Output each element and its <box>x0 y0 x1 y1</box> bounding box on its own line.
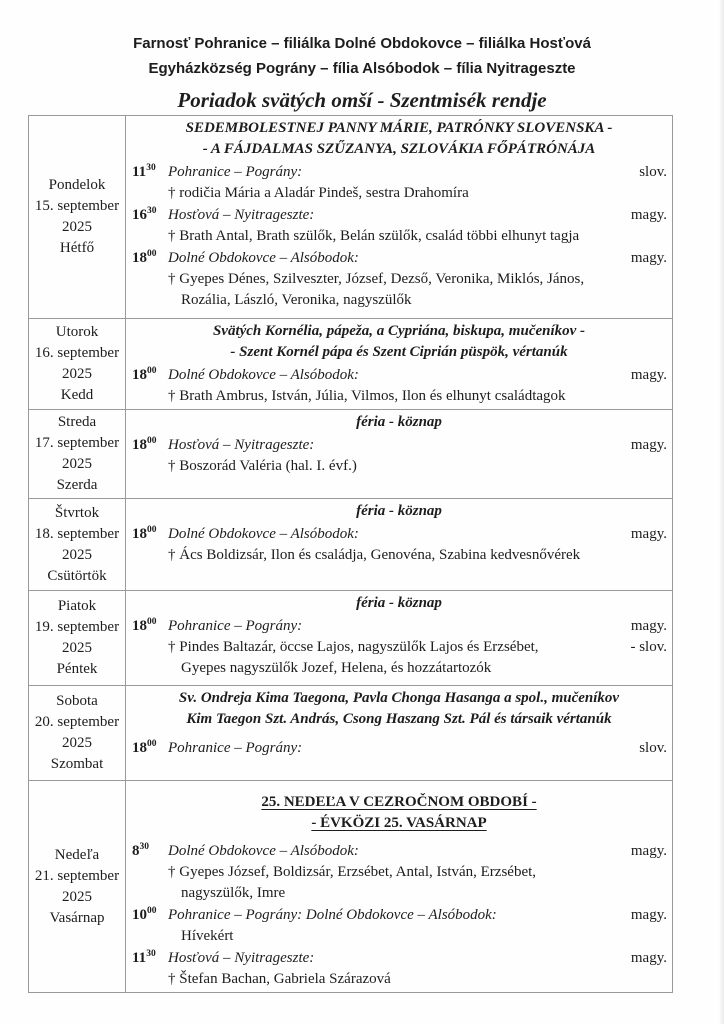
mass-location: Dolné Obdokovce – Alsóbodok: <box>168 526 359 542</box>
mass-language <box>614 435 672 456</box>
feast-title-line: - A FÁJDALMAS SZŰZANYA, SZLOVÁKIA FŐPÁTRÓNÁJA <box>202 141 596 157</box>
mass-entry <box>126 841 672 904</box>
feast-title-line: - Szent Kornél pápa és Szent Ciprián püspök, vértanúk <box>230 344 568 360</box>
mass-language-line: slov. <box>639 740 667 756</box>
mass-time <box>126 248 168 269</box>
date-cell <box>29 781 126 992</box>
date-line: 17. september <box>34 435 120 451</box>
date-line: 18. september <box>34 525 120 542</box>
parish-header <box>0 0 724 81</box>
mass-intention-line: Rozália, László, Veronika, nagyszülők <box>181 292 412 308</box>
mass-language-line: magy. <box>630 907 667 923</box>
mass-details <box>168 905 614 947</box>
feast-title <box>126 501 672 522</box>
date-line: Csütörtök <box>47 567 107 584</box>
date-line: 2025 <box>62 219 92 235</box>
schedule-row <box>29 410 672 499</box>
mass-language-line: magy. <box>630 250 667 266</box>
mass-intention-line: † Gyepes Dénes, Szilveszter, József, Dezső, Veronika, Miklós, János, <box>168 271 585 287</box>
mass-language-line: magy. <box>630 207 667 223</box>
mass-location: Hosťová – Nyitrageszte: <box>168 207 315 223</box>
mass-location: Pohranice – Pográny: <box>168 164 303 180</box>
mass-entry <box>126 738 672 759</box>
mass-language <box>614 524 672 545</box>
date-line: Sobota <box>56 693 98 709</box>
page-title: Poriadok svätých omší - Szentmisék rendje <box>177 88 547 112</box>
date-line: Nedeľa <box>54 846 100 863</box>
mass-language-line: magy. <box>630 618 667 634</box>
mass-details <box>168 524 614 566</box>
day-content-cell <box>126 591 672 685</box>
mass-time <box>126 205 168 226</box>
date-line: 2025 <box>62 366 92 382</box>
mass-language <box>614 162 672 183</box>
date-line: Hétfő <box>59 240 95 256</box>
feast-title-line: Kim Taegon Szt. András, Csong Haszang Szt. Pál és társaik vértanúk <box>186 711 612 727</box>
mass-time-hour: 11 <box>132 164 147 180</box>
mass-intention-line: Hívekért <box>181 928 234 944</box>
mass-details <box>168 435 614 477</box>
date-cell <box>29 410 126 498</box>
mass-entry <box>126 616 672 679</box>
mass-location: Dolné Obdokovce – Alsóbodok: <box>168 250 359 266</box>
date-line: 20. september <box>34 714 120 730</box>
date-line: Štvrtok <box>54 504 100 521</box>
mass-entry <box>126 435 672 477</box>
mass-entry <box>126 524 672 566</box>
mass-time <box>126 738 168 759</box>
date-line: Pondelok <box>48 177 106 193</box>
mass-language-line: magy. <box>630 526 667 542</box>
day-content-cell <box>126 319 672 409</box>
mass-intention-line: † Štefan Bachan, Gabriela Szárazová <box>168 971 391 987</box>
date-line: 21. september <box>34 867 120 884</box>
schedule-row <box>29 319 672 410</box>
mass-language <box>614 248 672 269</box>
mass-time <box>126 365 168 386</box>
feast-title-line: féria - köznap <box>356 503 442 519</box>
mass-time-hour: 18 <box>132 367 147 383</box>
mass-language-line: - slov. <box>630 639 667 655</box>
mass-intention-line: † Ács Boldizsár, Ilon és családja, Genovéna, Szabina kedvesnővérek <box>168 547 581 563</box>
mass-language-line: slov. <box>639 164 667 180</box>
mass-schedule-table <box>28 115 673 993</box>
mass-time <box>126 841 168 862</box>
mass-entry <box>126 905 672 947</box>
date-cell <box>29 319 126 409</box>
mass-language-line: magy. <box>630 950 667 966</box>
mass-time-hour: 18 <box>132 437 147 453</box>
mass-time <box>126 905 168 926</box>
mass-language <box>614 365 672 386</box>
day-content-cell <box>126 410 672 498</box>
mass-time-minutes: 00 <box>147 436 157 446</box>
mass-language <box>614 738 672 759</box>
mass-location: Dolné Obdokovce – Alsóbodok: <box>168 843 359 859</box>
date-line: 2025 <box>62 546 92 563</box>
schedule-row <box>29 686 672 781</box>
mass-time-minutes: 30 <box>146 949 156 959</box>
mass-language-line: magy. <box>630 843 667 859</box>
date-line: 2025 <box>62 735 92 751</box>
mass-details <box>168 738 614 759</box>
mass-details <box>168 841 614 904</box>
date-line: Szombat <box>50 756 104 772</box>
feast-title <box>126 688 672 730</box>
feast-title-line: 25. NEDEĽA V CEZROČNOM OBDOBÍ - <box>261 794 537 810</box>
parish-header-line-hungarian: Egyházközség Pográny – fília Alsóbodok – fília Nyitrageszte <box>148 60 576 77</box>
feast-title-line: Svätých Kornélia, pápeža, a Cypriána, biskupa, mučeníkov - <box>212 323 586 339</box>
mass-language <box>614 616 672 658</box>
mass-language <box>614 205 672 226</box>
mass-time <box>126 948 168 969</box>
mass-details <box>168 162 614 204</box>
mass-intention-line: † Boszorád Valéria (hal. I. évf.) <box>168 458 357 474</box>
mass-intention-line: † Pindes Baltazár, öccse Lajos, nagyszülők Lajos és Erzsébet, <box>168 639 539 655</box>
parish-header-line-slovak: Farnosť Pohranice – filiálka Dolné Obdokovce – filiálka Hosťová <box>133 35 591 52</box>
date-line: 2025 <box>62 888 92 905</box>
date-line: Piatok <box>57 598 97 614</box>
date-cell <box>29 116 126 318</box>
mass-language <box>614 841 672 862</box>
schedule-row <box>29 591 672 686</box>
feast-title-line: féria - köznap <box>356 414 442 430</box>
mass-time-minutes: 00 <box>147 617 157 627</box>
date-line: 19. september <box>34 619 120 635</box>
mass-intention-line: † Brath Antal, Brath szülők, Belán szülők, család többi elhunyt tagja <box>168 228 580 244</box>
mass-time-hour: 11 <box>132 950 147 966</box>
mass-details <box>168 948 614 990</box>
date-cell <box>29 686 126 780</box>
mass-time-minutes: 30 <box>147 206 157 216</box>
date-line: 16. september <box>34 345 120 361</box>
mass-time-minutes: 00 <box>147 906 157 916</box>
mass-time <box>126 162 168 183</box>
mass-time <box>126 435 168 456</box>
mass-intention-line: † Gyepes József, Boldizsár, Erzsébet, Antal, István, Erzsébet, <box>168 864 537 880</box>
mass-language-line: magy. <box>630 367 667 383</box>
date-cell <box>29 499 126 590</box>
mass-time-minutes: 30 <box>146 163 156 173</box>
mass-time-minutes: 30 <box>139 842 149 852</box>
mass-language <box>614 948 672 969</box>
day-content-cell <box>126 686 672 780</box>
day-content-cell <box>126 781 672 992</box>
mass-language <box>614 905 672 926</box>
mass-language-line: magy. <box>630 437 667 453</box>
mass-details <box>168 248 614 311</box>
feast-title <box>126 412 672 433</box>
mass-time-minutes: 00 <box>147 739 157 749</box>
mass-time-minutes: 00 <box>147 525 157 535</box>
feast-title-line: SEDEMBOLESTNEJ PANNY MÁRIE, PATRÓNKY SLOVENSKA - <box>185 120 613 136</box>
feast-title-line: - ÉVKÖZI 25. VASÁRNAP <box>311 815 487 831</box>
date-cell <box>29 591 126 685</box>
mass-location: Pohranice – Pográny: Dolné Obdokovce – Alsóbodok: <box>168 907 497 923</box>
date-line: Utorok <box>55 324 99 340</box>
mass-time <box>126 616 168 637</box>
date-line: Vasárnap <box>49 909 105 926</box>
feast-title <box>126 321 672 363</box>
mass-intention-line: † Brath Ambrus, István, Júlia, Vilmos, Ilon és elhunyt családtagok <box>168 388 566 404</box>
date-line: 2025 <box>62 640 92 656</box>
mass-location: Dolné Obdokovce – Alsóbodok: <box>168 367 359 383</box>
mass-entry <box>126 248 672 311</box>
mass-entry <box>126 162 672 204</box>
schedule-row <box>29 499 672 591</box>
schedule-row <box>29 781 672 993</box>
feast-title <box>126 118 672 160</box>
date-line: Kedd <box>60 387 94 403</box>
mass-location: Hosťová – Nyitrageszte: <box>168 437 315 453</box>
mass-intention-line: Gyepes nagyszülők Jozef, Helena, és hozzátartozók <box>181 660 492 676</box>
mass-location: Pohranice – Pográny: <box>168 618 303 634</box>
mass-location: Hosťová – Nyitrageszte: <box>168 950 315 966</box>
date-line: Péntek <box>56 661 98 677</box>
mass-details <box>168 365 614 407</box>
date-line: Szerda <box>56 477 98 493</box>
mass-time-hour: 18 <box>132 250 147 266</box>
mass-time-minutes: 00 <box>147 249 157 259</box>
mass-time-hour: 8 <box>132 843 140 859</box>
day-content-cell <box>126 116 672 318</box>
mass-entry <box>126 948 672 990</box>
date-line: 15. september <box>34 198 120 214</box>
day-content-cell <box>126 499 672 590</box>
mass-details <box>168 205 614 247</box>
mass-time <box>126 524 168 545</box>
mass-time-hour: 18 <box>132 740 147 756</box>
mass-time-hour: 18 <box>132 618 147 634</box>
schedule-row <box>29 116 672 319</box>
feast-title <box>126 792 672 834</box>
feast-title <box>126 593 672 614</box>
mass-time-hour: 18 <box>132 526 147 542</box>
mass-time-hour: 10 <box>132 907 147 923</box>
mass-entry <box>126 365 672 407</box>
mass-entry <box>126 205 672 247</box>
date-line: 2025 <box>62 456 92 472</box>
mass-intention-line: nagyszülők, Imre <box>181 885 286 901</box>
date-line: Streda <box>57 414 97 430</box>
feast-title-line: Sv. Ondreja Kima Taegona, Pavla Chonga Hasanga a spol., mučeníkov <box>178 690 620 706</box>
mass-time-minutes: 00 <box>147 366 157 376</box>
mass-time-hour: 16 <box>132 207 147 223</box>
mass-location: Pohranice – Pográny: <box>168 740 303 756</box>
mass-intention-line: † rodičia Mária a Aladár Pindeš, sestra Drahomíra <box>168 185 469 201</box>
scan-edge-shadow <box>719 0 724 1024</box>
mass-details <box>168 616 614 679</box>
feast-title-line: féria - köznap <box>356 595 442 611</box>
